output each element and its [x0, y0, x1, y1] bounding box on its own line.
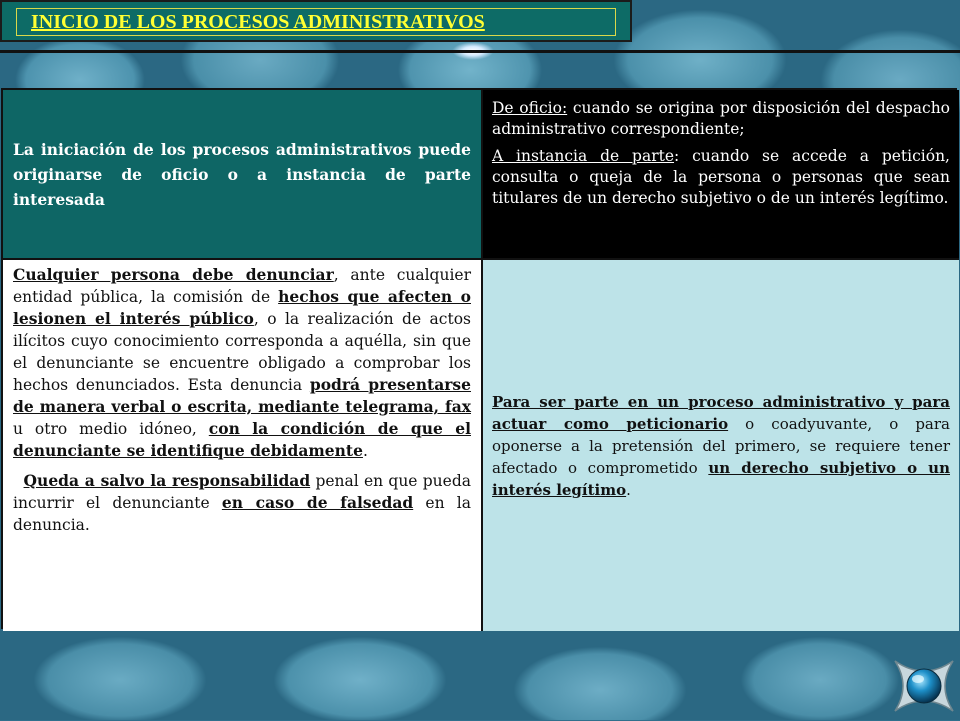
- parte-phrase-4: .: [626, 480, 631, 499]
- denuncia-phrase-3: hechos que afecten o lesionen el interés público: [13, 287, 471, 328]
- responsabilidad-phrase-2: penal en que pueda incurrir el denunciante: [13, 472, 471, 512]
- cell-definitions: [483, 90, 959, 260]
- content-table: [1, 88, 957, 629]
- parte-phrase-1: Para ser parte en un proceso administrativo y para actuar como peticionario: [492, 392, 950, 433]
- de-oficio-label: De oficio:: [492, 99, 568, 117]
- denuncia-paragraph: [13, 264, 471, 462]
- divider-line: [0, 50, 960, 53]
- responsabilidad-paragraph: [13, 470, 471, 536]
- cell-initiation: [3, 90, 483, 260]
- denuncia-phrase-2: , ante cualquier entidad pública, la comisión de: [13, 266, 471, 306]
- page-title: INICIO DE LOS PROCESOS ADMINISTRATIVOS: [31, 10, 485, 33]
- instancia-paragraph: [492, 146, 950, 209]
- instancia-text: : cuando se accede a petición, consulta o queja de la persona o personas que sean titulares de un derecho subjetivo o de un interés legítimo.: [492, 147, 950, 207]
- orb-icon[interactable]: [893, 655, 955, 717]
- responsabilidad-phrase-3: en caso de falsedad: [221, 493, 414, 512]
- de-oficio-text: cuando se origina por disposición del despacho administrativo correspondiente;: [492, 99, 951, 138]
- responsabilidad-phrase-1: Queda a salvo la responsabilidad: [23, 471, 311, 490]
- denuncia-phrase-7: con la condición de que el denunciante se identifique debidamente: [13, 419, 471, 460]
- denuncia-phrase-6: u otro medio idóneo,: [13, 420, 209, 438]
- cell-parte: [483, 260, 959, 631]
- denuncia-phrase-8: .: [362, 442, 368, 460]
- title-banner: [0, 0, 632, 42]
- denuncia-phrase-4: , o la realización de actos ilícitos cuyo conocimiento corresponda a aquélla, sin que el denunciante se encuentre obligado a comprobar los hechos denunciados. Esta denuncia: [13, 310, 471, 394]
- de-oficio-paragraph: [492, 98, 950, 140]
- instancia-label: A instancia de parte: [492, 147, 675, 165]
- initiation-text: La iniciación de los procesos administrativos puede originarse de oficio o a instancia de parte interesada: [13, 139, 471, 209]
- parte-phrase-2: o coadyuvante, o para oponerse a la pretensión del primero, se requiere tener afectado o comprometido: [492, 414, 950, 477]
- title-frame: [16, 8, 616, 36]
- parte-phrase-3: un derecho subjetivo o un interés legítimo: [492, 458, 950, 499]
- cell-denuncia: [3, 260, 483, 631]
- denuncia-phrase-1: Cualquier persona debe denunciar: [13, 265, 334, 284]
- parte-paragraph: [492, 391, 950, 501]
- denuncia-phrase-5: podrá presentarse de manera verbal o escrita, mediante telegrama, fax: [13, 375, 471, 416]
- responsabilidad-phrase-4: en la denuncia.: [13, 494, 471, 534]
